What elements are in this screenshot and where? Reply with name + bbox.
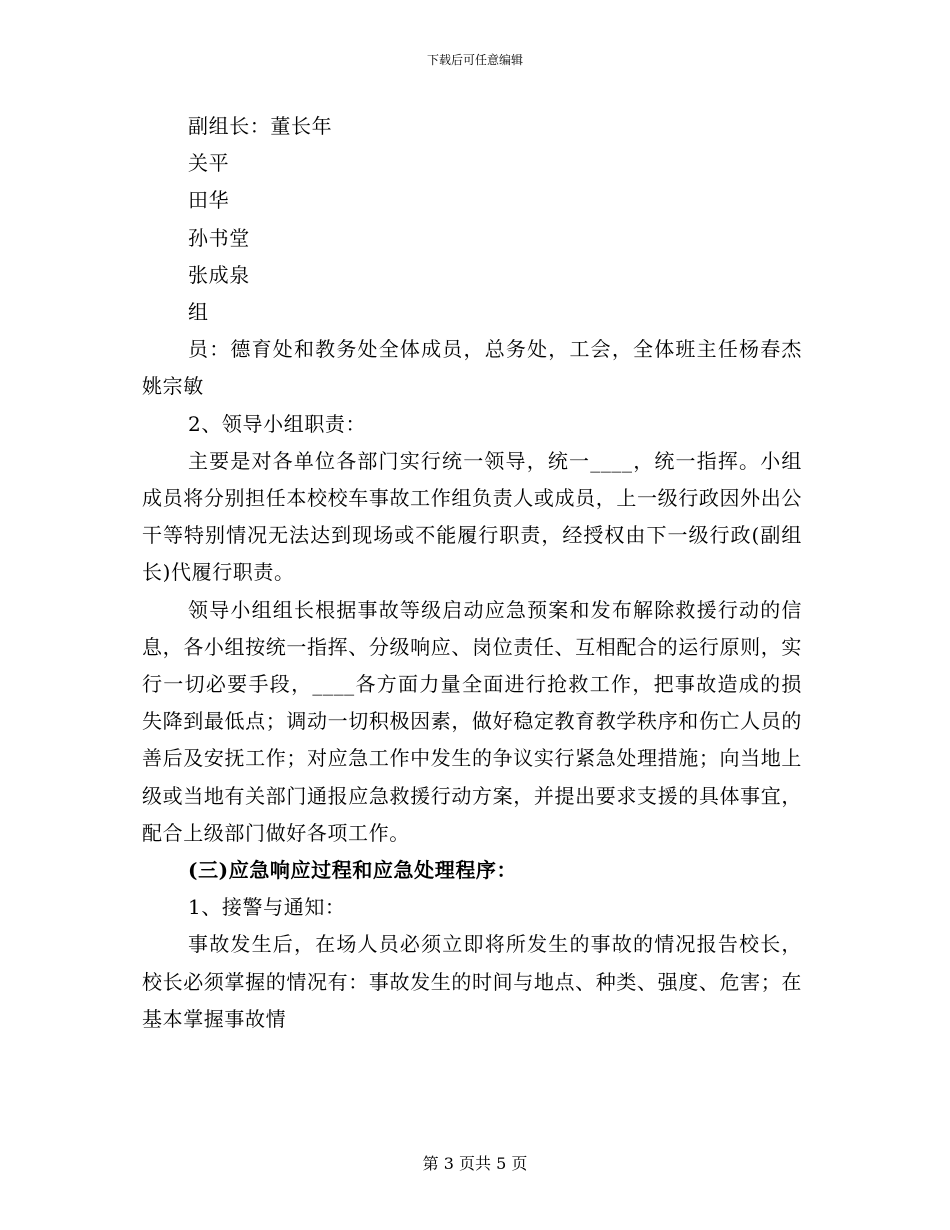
- name-line: 孙书堂: [188, 225, 250, 250]
- alarm-paragraph: 事故发生后，在场人员必须立即将所发生的事故的情况报告校长，校长必须掌握的情况有：事故发生的时间与地点、种类、强度、危害；在基本掌握事故情: [142, 932, 802, 1031]
- duty-paragraph-1: 主要是对各单位各部门实行统一领导，统一____，统一指挥。小组成员将分别担任本校校车事故工作组负责人或成员，上一级行政因外出公干等特别情况无法达到现场或不能履行职责，经授权由下一级行政(副组长)代履行职责。: [142, 448, 802, 585]
- page-header: 下载后可任意编辑: [426, 53, 523, 67]
- section-3-heading: (三)应急响应过程和应急处理程序：: [188, 858, 518, 883]
- member-label-line: 组: [188, 300, 209, 325]
- name-line: 关平: [188, 151, 230, 176]
- document-body: [142, 108, 802, 1038]
- deputy-leader-line: 副组长：董长年: [188, 114, 333, 138]
- subsection-1-heading: 1、接警与通知：: [188, 895, 346, 920]
- page-number: 第 3 页共 5 页: [422, 1154, 528, 1173]
- section-2-heading: 2、领导小组职责：: [188, 411, 367, 436]
- duty-paragraph-2: 领导小组组长根据事故等级启动应急预案和发布解除救援行动的信息，各小组按统一指挥、分级响应、岗位责任、互相配合的运行原则，实行一切必要手段，____各方面力量全面进行抢救工作，把事故造成的损失降到最低点；调动一切积极因素，做好稳定教育教学秩序和伤亡人员的善后及安抚工作；对应急工作中发生的争议实行紧急处理措施；向当地上级或当地有关部门通报应急救援行动方案，并提出要求支援的具体事宜，配合上级部门做好各项工作。: [142, 597, 802, 845]
- name-line: 田华: [188, 188, 230, 213]
- name-line: 张成泉: [188, 262, 250, 287]
- members-paragraph: 员：德育处和教务处全体成员，总务处，工会，全体班主任杨春杰姚宗敏: [142, 337, 802, 399]
